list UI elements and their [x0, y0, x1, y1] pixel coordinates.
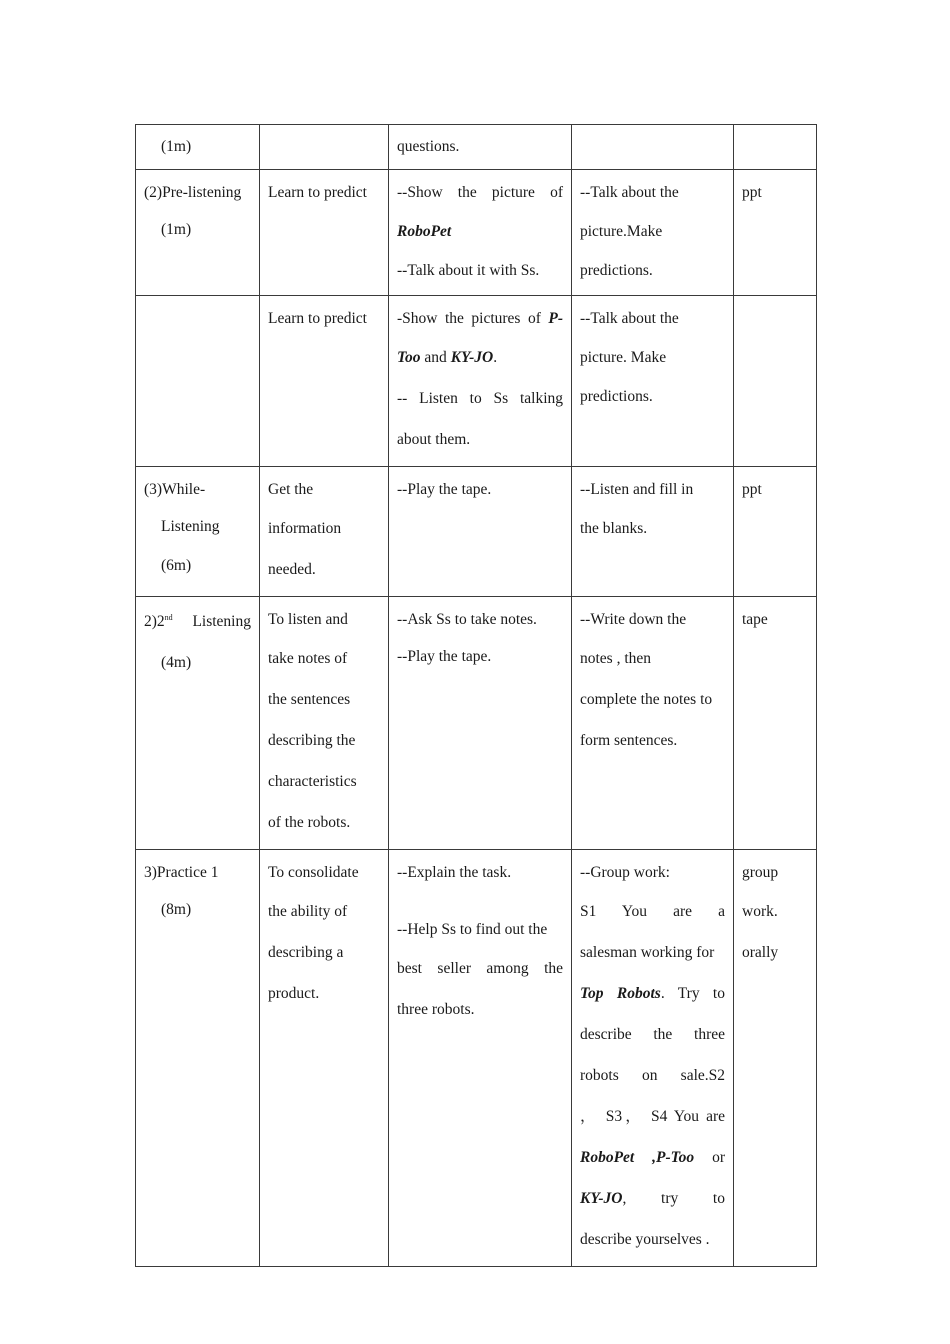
step-cell	[136, 170, 260, 296]
aids-text: ppt	[742, 481, 762, 498]
teacher-text: Too and KY-JO.	[397, 349, 498, 366]
students-text: salesman working for	[580, 944, 715, 961]
aids-text: ppt	[742, 184, 762, 201]
aim-text: To listen and	[268, 611, 348, 628]
aids-cell	[734, 597, 817, 850]
step-duration: (6m)	[161, 557, 192, 574]
aim-text: describing a	[268, 944, 344, 961]
teacher-cell	[389, 170, 572, 296]
aim-cell	[260, 296, 389, 467]
students-cell	[572, 597, 734, 850]
step-duration: (4m)	[161, 654, 192, 671]
aim-text: To consolidate	[268, 864, 359, 881]
aim-text: needed.	[268, 561, 316, 578]
aids-text: tape	[742, 611, 768, 628]
students-text: notes , then	[580, 650, 652, 667]
students-text: predictions.	[580, 388, 653, 405]
step-cell	[136, 467, 260, 597]
aim-text: Learn to predict	[268, 310, 367, 327]
aids-cell	[734, 850, 817, 1267]
step-cell	[136, 850, 260, 1267]
aim-text: Get the	[268, 481, 314, 498]
teacher-text: --Play the tape.	[397, 648, 492, 665]
aim-cell	[260, 467, 389, 597]
table-row	[136, 170, 817, 296]
teacher-text: --Show the picture of	[397, 184, 563, 201]
teacher-cell	[389, 850, 572, 1267]
aim-text: characteristics	[268, 773, 357, 790]
step-duration: (1m)	[161, 221, 192, 238]
teacher-text: --Talk about it with Ss.	[397, 262, 540, 279]
students-cell	[572, 170, 734, 296]
students-text: ， S3， S4 You are	[580, 1108, 725, 1125]
aids-cell	[734, 296, 817, 467]
teacher-text: about them.	[397, 431, 471, 448]
students-text: KY-JO, try to	[580, 1190, 725, 1207]
students-text: picture. Make	[580, 349, 667, 366]
company-name: Top Robots	[580, 985, 661, 1002]
teacher-cell	[389, 125, 572, 170]
step-duration: (1m)	[161, 138, 192, 155]
lesson-plan-table	[135, 124, 817, 1267]
students-text: describe yourselves .	[580, 1231, 710, 1248]
students-text: --Listen and fill in	[580, 481, 694, 498]
aids-text: group	[742, 864, 779, 881]
aim-text: Learn to predict	[268, 184, 367, 201]
aim-text: of the robots.	[268, 814, 351, 831]
aim-text: take notes of	[268, 650, 348, 667]
teacher-text: best seller among the	[397, 960, 563, 977]
students-cell	[572, 467, 734, 597]
students-text: predictions.	[580, 262, 653, 279]
product-name: RoboPet ,P-Too	[580, 1149, 695, 1166]
product-name: RoboPet	[397, 223, 452, 240]
table-row	[136, 296, 817, 467]
teacher-text: --Ask Ss to take notes.	[397, 611, 537, 628]
aids-text: work.	[742, 903, 778, 920]
table-row	[136, 125, 817, 170]
students-cell	[572, 125, 734, 170]
product-name: KY-JO	[450, 349, 494, 366]
teacher-cell	[389, 467, 572, 597]
product-name: Too	[397, 349, 421, 366]
students-cell	[572, 296, 734, 467]
product-name: KY-JO	[580, 1190, 623, 1207]
step-name: 2)2nd Listening	[144, 612, 251, 630]
table-row	[136, 850, 817, 1267]
students-text: complete the notes to	[580, 691, 713, 708]
step-name: (3)While-	[144, 481, 206, 498]
teacher-text: -- Listen to Ss talking	[397, 390, 563, 407]
step-duration: (8m)	[161, 901, 192, 918]
students-text: --Talk about the	[580, 310, 679, 327]
product-name: P-	[548, 310, 563, 327]
students-text: form sentences.	[580, 732, 678, 749]
step-name: (2)Pre-listening	[144, 184, 242, 201]
students-text: the blanks.	[580, 520, 648, 537]
teacher-text: questions.	[397, 138, 460, 155]
step-cell	[136, 296, 260, 467]
aim-cell	[260, 125, 389, 170]
aim-text: information	[268, 520, 342, 537]
students-text: --Write down the	[580, 611, 687, 628]
aids-text: orally	[742, 944, 779, 961]
teacher-text: three robots.	[397, 1001, 475, 1018]
aim-cell	[260, 597, 389, 850]
students-text: describe the three	[580, 1026, 725, 1043]
table-row	[136, 597, 817, 850]
step-cell	[136, 125, 260, 170]
students-text: Top Robots. Try to	[580, 985, 725, 1002]
students-text: robots on sale.S2	[580, 1067, 725, 1084]
teacher-text: -Show the pictures of P-	[397, 310, 563, 327]
students-cell	[572, 850, 734, 1267]
table-row	[136, 467, 817, 597]
aids-cell	[734, 170, 817, 296]
students-text: --Talk about the	[580, 184, 679, 201]
teacher-cell	[389, 597, 572, 850]
students-text: S1 You are a	[580, 903, 725, 920]
teacher-text: --Play the tape.	[397, 481, 492, 498]
teacher-text: --Explain the task.	[397, 864, 512, 881]
aim-text: the sentences	[268, 691, 351, 708]
students-text: picture.Make	[580, 223, 663, 240]
step-name: Listening	[161, 518, 220, 535]
aim-text: describing the	[268, 732, 356, 749]
aim-cell	[260, 170, 389, 296]
teacher-cell	[389, 296, 572, 467]
teacher-text: --Help Ss to find out the	[397, 921, 548, 938]
step-cell	[136, 597, 260, 850]
students-text: --Group work:	[580, 864, 670, 881]
aids-cell	[734, 125, 817, 170]
aim-text: product.	[268, 985, 320, 1002]
step-name: 3)Practice 1	[144, 864, 219, 881]
aim-cell	[260, 850, 389, 1267]
aids-cell	[734, 467, 817, 597]
students-text: RoboPet ,P-Too or	[580, 1149, 725, 1166]
aim-text: the ability of	[268, 903, 348, 920]
